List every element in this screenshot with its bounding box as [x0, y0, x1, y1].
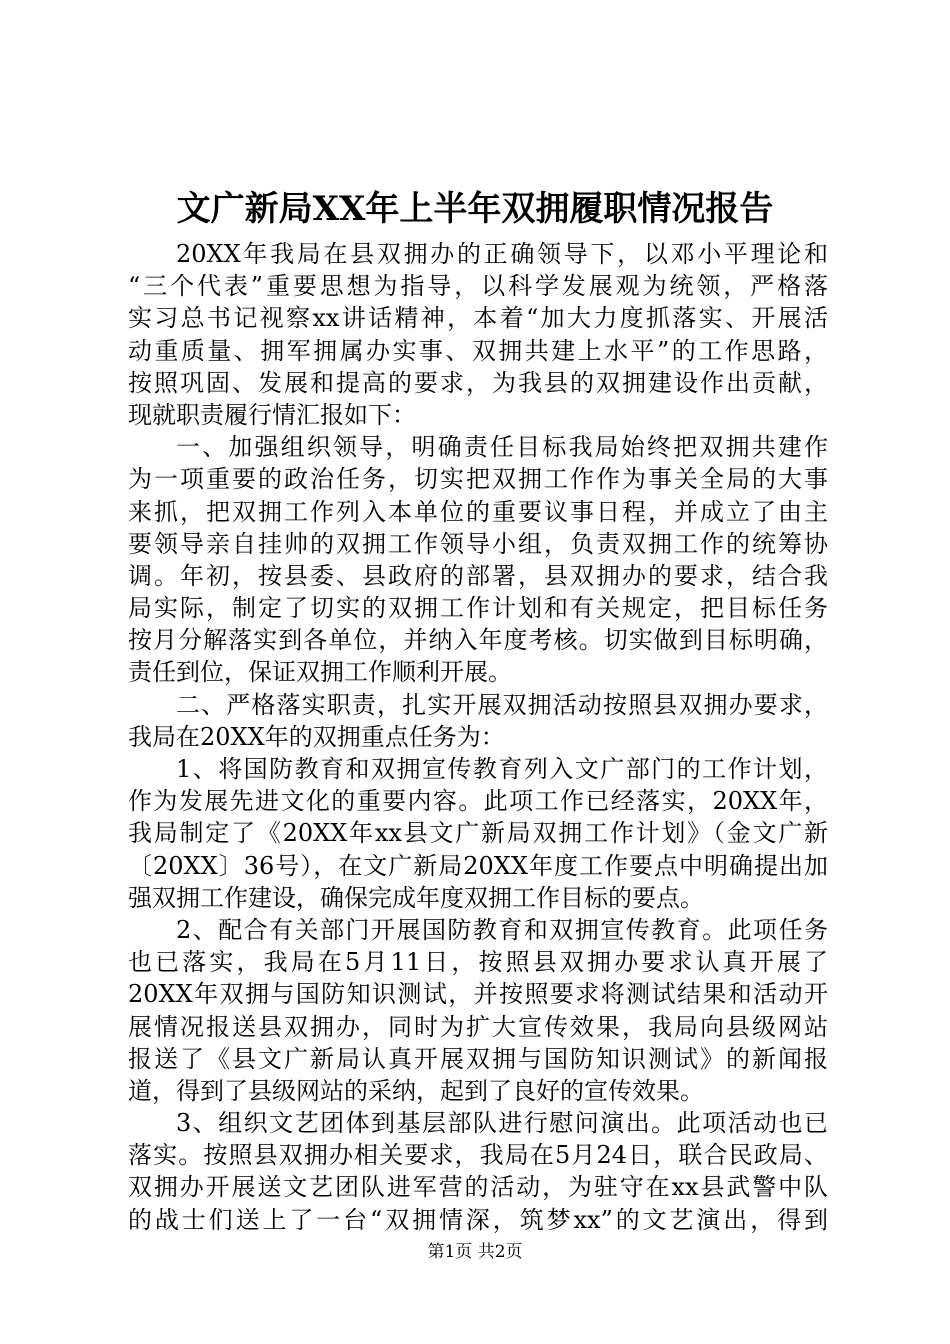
- body-line: 按照巩固、发展和提高的要求，为我县的双拥建设作出贡献，: [128, 368, 828, 397]
- body-line: 也已落实，我局在5月11日，按照县双拥办要求认真开展了: [128, 948, 828, 977]
- body-line: 道，得到了县级网站的采纳，起到了良好的宣传效果。: [128, 1076, 704, 1105]
- body-line: 展情况报送县双拥办，同时为扩大宣传效果，我局向县级网站: [128, 1012, 828, 1041]
- body-line: 双拥办开展送文艺团队进军营的活动，为驻守在xx县武警中队: [128, 1173, 828, 1202]
- body-line: 落实。按照县双拥办相关要求，我局在5月24日，联合民政局、: [128, 1141, 828, 1170]
- body-line: 局实际，制定了切实的双拥工作计划和有关规定，把目标任务: [128, 594, 828, 623]
- body-line: 我局制定了《20XX年xx县文广新局双拥工作计划》（金文广新: [128, 819, 828, 848]
- body-line: 强双拥工作建设，确保完成年度双拥工作目标的要点。: [128, 883, 704, 912]
- body-line: 按月分解落实到各单位，并纳入年度考核。切实做到目标明确，: [128, 626, 828, 655]
- body-line: 3、组织文艺团体到基层部队进行慰问演出。此项活动也已: [176, 1109, 828, 1138]
- page-footer: 第1页 共2页: [427, 1242, 523, 1262]
- document-body: [128, 238, 828, 1236]
- body-line: 为一项重要的政治任务，切实把双拥工作作为事关全局的大事: [128, 465, 828, 494]
- body-line: 我局在20XX年的双拥重点任务为：: [128, 722, 505, 751]
- body-line: 实习总书记视察xx讲话精神，本着“加大力度抓落实、开展活: [128, 304, 828, 333]
- body-line: 报送了《县文广新局认真开展双拥与国防知识测试》的新闻报: [128, 1044, 828, 1073]
- body-line: “三个代表”重要思想为指导，以科学发展观为统领，严格落: [128, 272, 828, 301]
- body-line: 二、严格落实职责，扎实开展双拥活动按照县双拥办要求，: [176, 690, 828, 719]
- body-line: 责任到位，保证双拥工作顺利开展。: [128, 658, 512, 687]
- body-line: 动重质量、拥军拥属办实事、双拥共建上水平”的工作思路，: [128, 336, 828, 365]
- body-line: 一、加强组织领导，明确责任目标我局始终把双拥共建作: [176, 433, 828, 462]
- body-line: 20XX年双拥与国防知识测试，并按照要求将测试结果和活动开: [128, 980, 828, 1009]
- body-line: 来抓，把双拥工作列入本单位的重要议事日程，并成立了由主: [128, 497, 828, 526]
- body-line: 调。年初，按县委、县政府的部署，县双拥办的要求，结合我: [128, 561, 828, 590]
- body-line: 1、将国防教育和双拥宣传教育列入文广部门的工作计划，: [176, 755, 828, 783]
- body-line: 的战士们送上了一台“双拥情深，筑梦xx”的文艺演出，得到: [128, 1205, 828, 1234]
- body-line: 〔20XX〕36号），在文广新局20XX年度工作要点中明确提出加: [128, 851, 828, 880]
- body-line: 现就职责履行情汇报如下：: [128, 400, 416, 429]
- body-line: 作为发展先进文化的重要内容。此项工作已经落实，20XX年，: [128, 787, 828, 816]
- document-title: 文广新局XX年上半年双拥履职情况报告: [176, 189, 774, 229]
- body-line: 2、配合有关部门开展国防教育和双拥宣传教育。此项任务: [176, 915, 828, 944]
- body-line: 要领导亲自挂帅的双拥工作领导小组，负责双拥工作的统筹协: [128, 529, 828, 558]
- body-line: 20XX年我局在县双拥办的正确领导下，以邓小平理论和: [176, 240, 828, 268]
